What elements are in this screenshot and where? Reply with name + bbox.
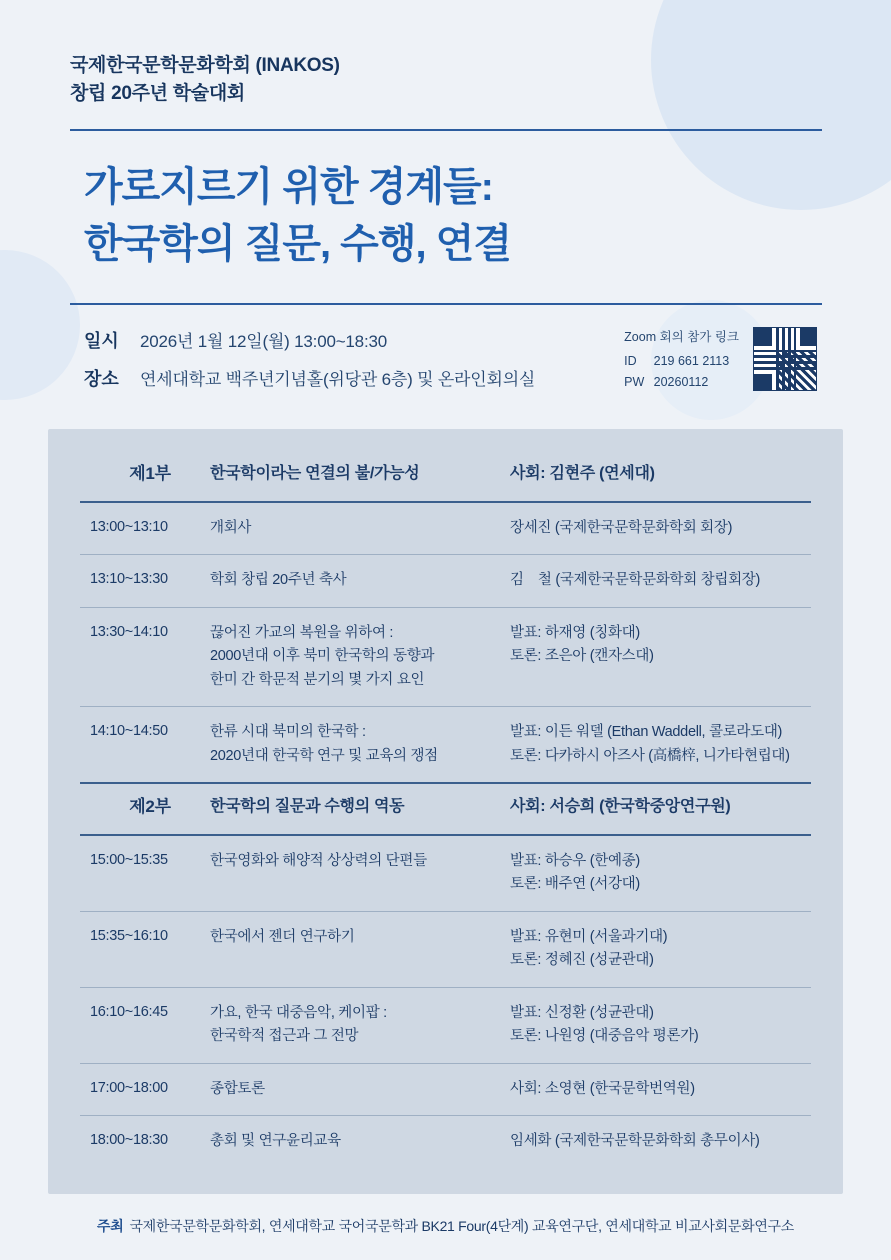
header-divider-top — [70, 129, 822, 131]
zoom-pw-row — [624, 375, 708, 389]
program-topic: 가요, 한국 대중음악, 케이팝 : 한국학적 접근과 그 전망 — [210, 1004, 387, 1045]
program-row — [78, 988, 813, 1063]
program-time: 17:00~18:00 — [90, 1079, 168, 1096]
program-row — [78, 503, 813, 554]
program-topic: 한국학이라는 연결의 불/가능성 — [210, 464, 420, 482]
program-row — [78, 912, 813, 987]
header-divider-bottom — [70, 303, 822, 305]
program-people: 발표: 이든 워델 (Ethan Waddell, 콜로라도대) 토론: 다카하시 아즈사 (高橋梓, 니가타현립대) — [510, 724, 790, 764]
program-topic: 한국학의 질문과 수행의 역동 — [210, 797, 405, 815]
program-section-header — [78, 784, 813, 834]
event-info-left — [70, 327, 535, 403]
program-time: 18:00~18:30 — [90, 1132, 168, 1149]
program-people: 사회: 서승희 (한국학중앙연구원) — [510, 797, 731, 815]
program-people: 장세진 (국제한국문학문화학회 회장) — [510, 519, 733, 536]
program-people: 사회: 소영현 (한국문학번역원) — [510, 1080, 695, 1097]
footer-label: 주최 — [96, 1217, 124, 1234]
zoom-pw-value: 20260112 — [653, 375, 709, 390]
program-topic: 한국에서 젠더 연구하기 — [210, 928, 355, 945]
program-row — [78, 1064, 813, 1115]
program-row — [78, 608, 813, 706]
program-topic: 개회사 — [210, 519, 252, 536]
program-time: 13:00~13:10 — [90, 518, 168, 535]
zoom-id-value: 219 661 2113 — [653, 353, 730, 368]
zoom-id-row — [624, 354, 729, 368]
zoom-title: Zoom 회의 참가 링크 — [624, 329, 739, 344]
program-row — [78, 1116, 813, 1167]
program-people: 발표: 하승우 (한예종) 토론: 배주연 (서강대) — [510, 852, 640, 893]
program-section-label: 제2부 — [129, 796, 171, 816]
event-place-value: 연세대학교 백주년기념홀(위당관 6층) 및 온라인회의실 — [140, 369, 536, 389]
program-section-label: 제1부 — [129, 463, 171, 483]
program-topic: 학회 창립 20주년 축사 — [210, 572, 347, 589]
event-date-label: 일시 — [84, 330, 119, 351]
program-people: 사회: 김현주 (연세대) — [510, 464, 655, 482]
program-row — [78, 707, 813, 782]
qr-code-icon[interactable] — [753, 327, 817, 391]
program-section-header — [78, 451, 813, 501]
program-people: 임세화 (국제한국문학문화학회 총무이사) — [510, 1133, 760, 1150]
page-title — [70, 159, 821, 273]
program-time: 13:30~14:10 — [90, 623, 168, 640]
event-date-value: 2026년 1월 12일(월) 13:00~18:30 — [140, 331, 387, 351]
program-time: 13:10~13:30 — [90, 571, 168, 588]
event-place-label: 장소 — [84, 368, 119, 389]
program-topic: 한국영화와 해양적 상상력의 단편들 — [210, 852, 427, 869]
organization-line-1: 국제한국문학문화학회 (INAKOS) — [70, 55, 340, 76]
page-title-line-1: 가로지르기 위한 경계들: — [84, 165, 493, 210]
zoom-details — [624, 327, 739, 395]
program-table — [48, 429, 843, 1194]
organization-name — [70, 52, 821, 107]
program-time: 16:10~16:45 — [90, 1003, 168, 1020]
program-topic: 종합토론 — [210, 1080, 265, 1097]
program-people: 발표: 신정환 (성균관대) 토론: 나원영 (대중음악 평론가) — [510, 1004, 699, 1045]
program-topic: 총회 및 연구윤리교육 — [210, 1133, 341, 1150]
program-people: 김 철 (국제한국문학문화학회 창립회장) — [510, 572, 761, 589]
program-people: 발표: 하재영 (칭화대) 토론: 조은아 (캔자스대) — [510, 624, 654, 665]
program-row — [78, 555, 813, 606]
program-row — [78, 836, 813, 911]
program-topic: 한류 시대 북미의 한국학 : 2020년대 한국학 연구 및 교육의 쟁점 — [210, 724, 438, 764]
zoom-id-label: ID — [624, 353, 637, 368]
event-date-row — [84, 327, 535, 353]
footer-host-line — [0, 1216, 891, 1236]
program-topic: 끊어진 가교의 복원을 위하여 : 2000년대 이후 북미 한국학의 동향과 한미 간 학문적 분기의 몇 가지 요인 — [210, 624, 435, 688]
zoom-pw-label: PW — [624, 375, 645, 390]
program-time: 15:35~16:10 — [90, 927, 168, 944]
poster-header — [0, 0, 891, 403]
organization-line-2: 창립 20주년 학술대회 — [70, 82, 245, 104]
footer-text: 국제한국문학문화학회, 연세대학교 국어국문학과 BK21 Four(4단계) 교육연구단, 연세대학교 비교사회문화연구소 — [129, 1217, 794, 1234]
program-time: 14:10~14:50 — [90, 723, 168, 740]
zoom-access-block — [624, 327, 821, 395]
program-people: 발표: 유현미 (서울과기대) 토론: 정혜진 (성균관대) — [510, 928, 668, 969]
page-title-line-2: 한국학의 질문, 수행, 연결 — [84, 221, 511, 266]
event-info-block — [70, 327, 821, 403]
event-place-row — [84, 365, 535, 391]
program-time: 15:00~15:35 — [90, 851, 168, 868]
